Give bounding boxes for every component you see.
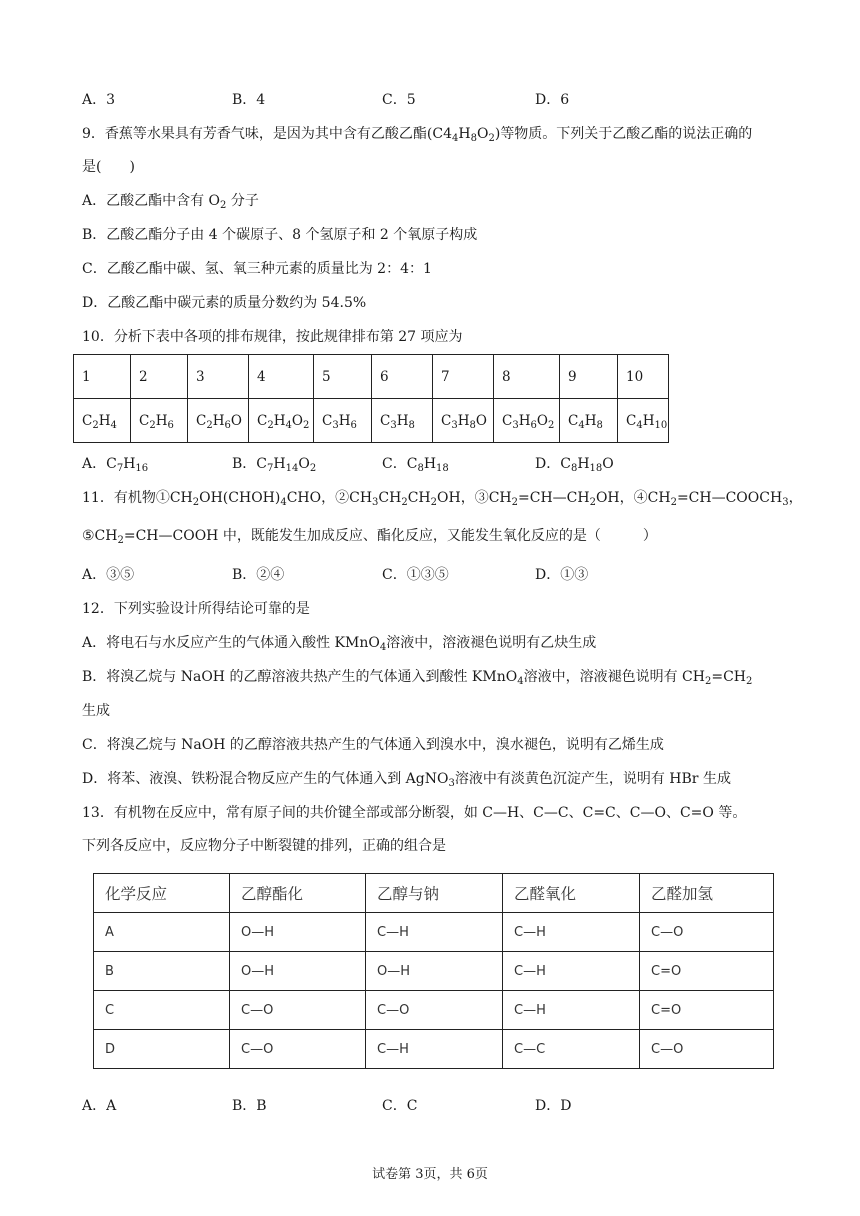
q10-formula-row [74, 399, 669, 443]
q9-option-a: A．乙酸乙酯中含有 $O_2$ 分子 [82, 193, 259, 211]
q12-option-c: C．将溴乙烷与 NaOH 的乙醇溶液共热产生的气体通入到溴水中，溴水褪色，说明有乙烯生成 [82, 737, 664, 753]
q9-stem-line2: 是( ) [82, 159, 135, 175]
table-header-cell: 乙醇与钠 [366, 874, 503, 913]
table-cell: 8 [494, 355, 560, 399]
table-cell: 2 [131, 355, 188, 399]
table-cell: $C_3H_8O$ [433, 399, 494, 443]
table-cell: $C_4H_{10}$ [618, 399, 669, 443]
q13-table [93, 873, 774, 1069]
q8-option-a: A．3 [82, 92, 116, 108]
table-cell: C—H [366, 913, 503, 952]
table-cell: C—O [230, 991, 366, 1030]
table-cell: $C_2H_6$ [131, 399, 188, 443]
table-header-cell: 乙醛加氢 [640, 874, 774, 913]
q10-option-d: D．$C_8H_{18}O$ [535, 456, 614, 474]
table-header-row [94, 874, 774, 913]
table-cell: C=O [640, 991, 774, 1030]
table-cell: D [94, 1030, 230, 1069]
q13-option-c: C．C [382, 1098, 418, 1114]
table-cell: 4 [249, 355, 314, 399]
q13-option-d: D．D [535, 1098, 572, 1114]
q11-option-a: A．③⑤ [82, 567, 135, 583]
table-cell: 10 [618, 355, 669, 399]
table-row [94, 913, 774, 952]
q13-stem-line2: 下列各反应中，反应物分子中断裂键的排列，正确的组合是 [82, 838, 446, 854]
q10-option-a: A．$C_7H_{16}$ [82, 456, 149, 474]
table-row [94, 952, 774, 991]
q8-option-b: B．4 [232, 92, 266, 108]
table-cell: $C_3H_6$ [314, 399, 372, 443]
table-cell: A [94, 913, 230, 952]
q12-option-d: D．将苯、液溴、铁粉混合物反应产生的气体通入到 AgNO$_3$溶液中有淡黄色沉淀产生，说明有 HBr 生成 [82, 771, 731, 789]
table-cell: $C_2H_4O_2$ [249, 399, 314, 443]
table-cell: 1 [74, 355, 131, 399]
table-cell: C—O [640, 1030, 774, 1069]
table-cell: $C_3H_8$ [372, 399, 433, 443]
q11-option-d: D．①③ [535, 567, 589, 583]
table-cell: O—H [230, 952, 366, 991]
q10-table [73, 354, 669, 443]
table-cell: 3 [188, 355, 249, 399]
q9-option-b: B．乙酸乙酯分子由 4 个碳原子、8 个氢原子和 2 个氧原子构成 [82, 227, 478, 243]
q8-option-d: D．6 [535, 92, 570, 108]
table-cell: $C_2H_4$ [74, 399, 131, 443]
q10-option-b: B．$C_7H_{14}O_2$ [232, 456, 317, 474]
q9-stem-line1: 9．香蕉等水果具有芳香气味，是因为其中含有乙酸乙酯$(C4_4H_8O_2)$等物质。下列关于乙酸乙酯的说法正确的 [82, 126, 753, 144]
q10-stem: 10．分析下表中各项的排布规律，按此规律排布第 27 项应为 [82, 329, 463, 345]
table-cell: C [94, 991, 230, 1030]
table-header-cell: 乙醇酯化 [230, 874, 366, 913]
table-cell: C—O [640, 913, 774, 952]
table-cell: C—H [503, 991, 640, 1030]
table-cell: 5 [314, 355, 372, 399]
table-cell: C—H [366, 1030, 503, 1069]
q12-option-a: A．将电石与水反应产生的气体通入酸性 KMnO$_4$溶液中，溶液褪色说明有乙炔生成 [82, 635, 597, 653]
table-cell: B [94, 952, 230, 991]
table-cell: C—O [366, 991, 503, 1030]
table-row [94, 991, 774, 1030]
q13-option-a: A．A [82, 1098, 117, 1114]
table-cell: 9 [560, 355, 618, 399]
table-cell: 7 [433, 355, 494, 399]
q8-option-c: C．5 [382, 92, 416, 108]
table-header-cell: 化学反应 [94, 874, 230, 913]
q13-option-b: B．B [232, 1098, 267, 1114]
table-cell: $C_3H_6O_2$ [494, 399, 560, 443]
table-row [94, 1030, 774, 1069]
table-cell: C—H [503, 952, 640, 991]
table-cell: O—H [366, 952, 503, 991]
table-cell: O—H [230, 913, 366, 952]
q13-stem-line1: 13．有机物在反应中，常有原子间的共价键全部或部分断裂，如 C—H、C—C、C=C、C—O、C=O 等。 [82, 805, 747, 821]
q12-stem: 12．下列实验设计所得结论可靠的是 [82, 601, 310, 617]
table-cell: C—C [503, 1030, 640, 1069]
q11-option-b: B．②④ [232, 567, 285, 583]
q9-option-c: C．乙酸乙酯中碳、氢、氧三种元素的质量比为 2：4：1 [82, 261, 432, 277]
table-cell: 6 [372, 355, 433, 399]
table-cell: C=O [640, 952, 774, 991]
q11-stem-line2: $⑤CH_2=CH—COOH$ 中，既能发生加成反应、酯化反应，又能发生氧化反应的是（ ） [82, 528, 657, 546]
q9-option-d: D．乙酸乙酯中碳元素的质量分数约为 54.5% [82, 295, 367, 311]
q12-option-b-continued: 生成 [82, 703, 110, 719]
q10-option-c: C．$C_8H_{18}$ [382, 456, 449, 474]
q12-option-b: B．将溴乙烷与 NaOH 的乙醇溶液共热产生的气体通入到酸性 KMnO$_4$溶液中，溶液褪色说明有 $CH_2=CH_2$ [82, 669, 753, 687]
q11-option-c: C．①③⑤ [382, 567, 449, 583]
table-cell: $C_2H_6O$ [188, 399, 249, 443]
table-cell: $C_4H_8$ [560, 399, 618, 443]
q10-number-row [74, 355, 669, 399]
table-header-cell: 乙醛氧化 [503, 874, 640, 913]
table-cell: C—H [503, 913, 640, 952]
table-cell: C—O [230, 1030, 366, 1069]
page-footer: 试卷第 3页，共 6页 [372, 1167, 488, 1182]
q11-stem-line1: 11．有机物$①CH_2OH(CHOH)_4CHO$，$②CH_3CH_2CH_2OH$，$③CH_2=CH—CH_2OH$，$④CH_2=CH—COOCH_3$， [82, 490, 803, 508]
